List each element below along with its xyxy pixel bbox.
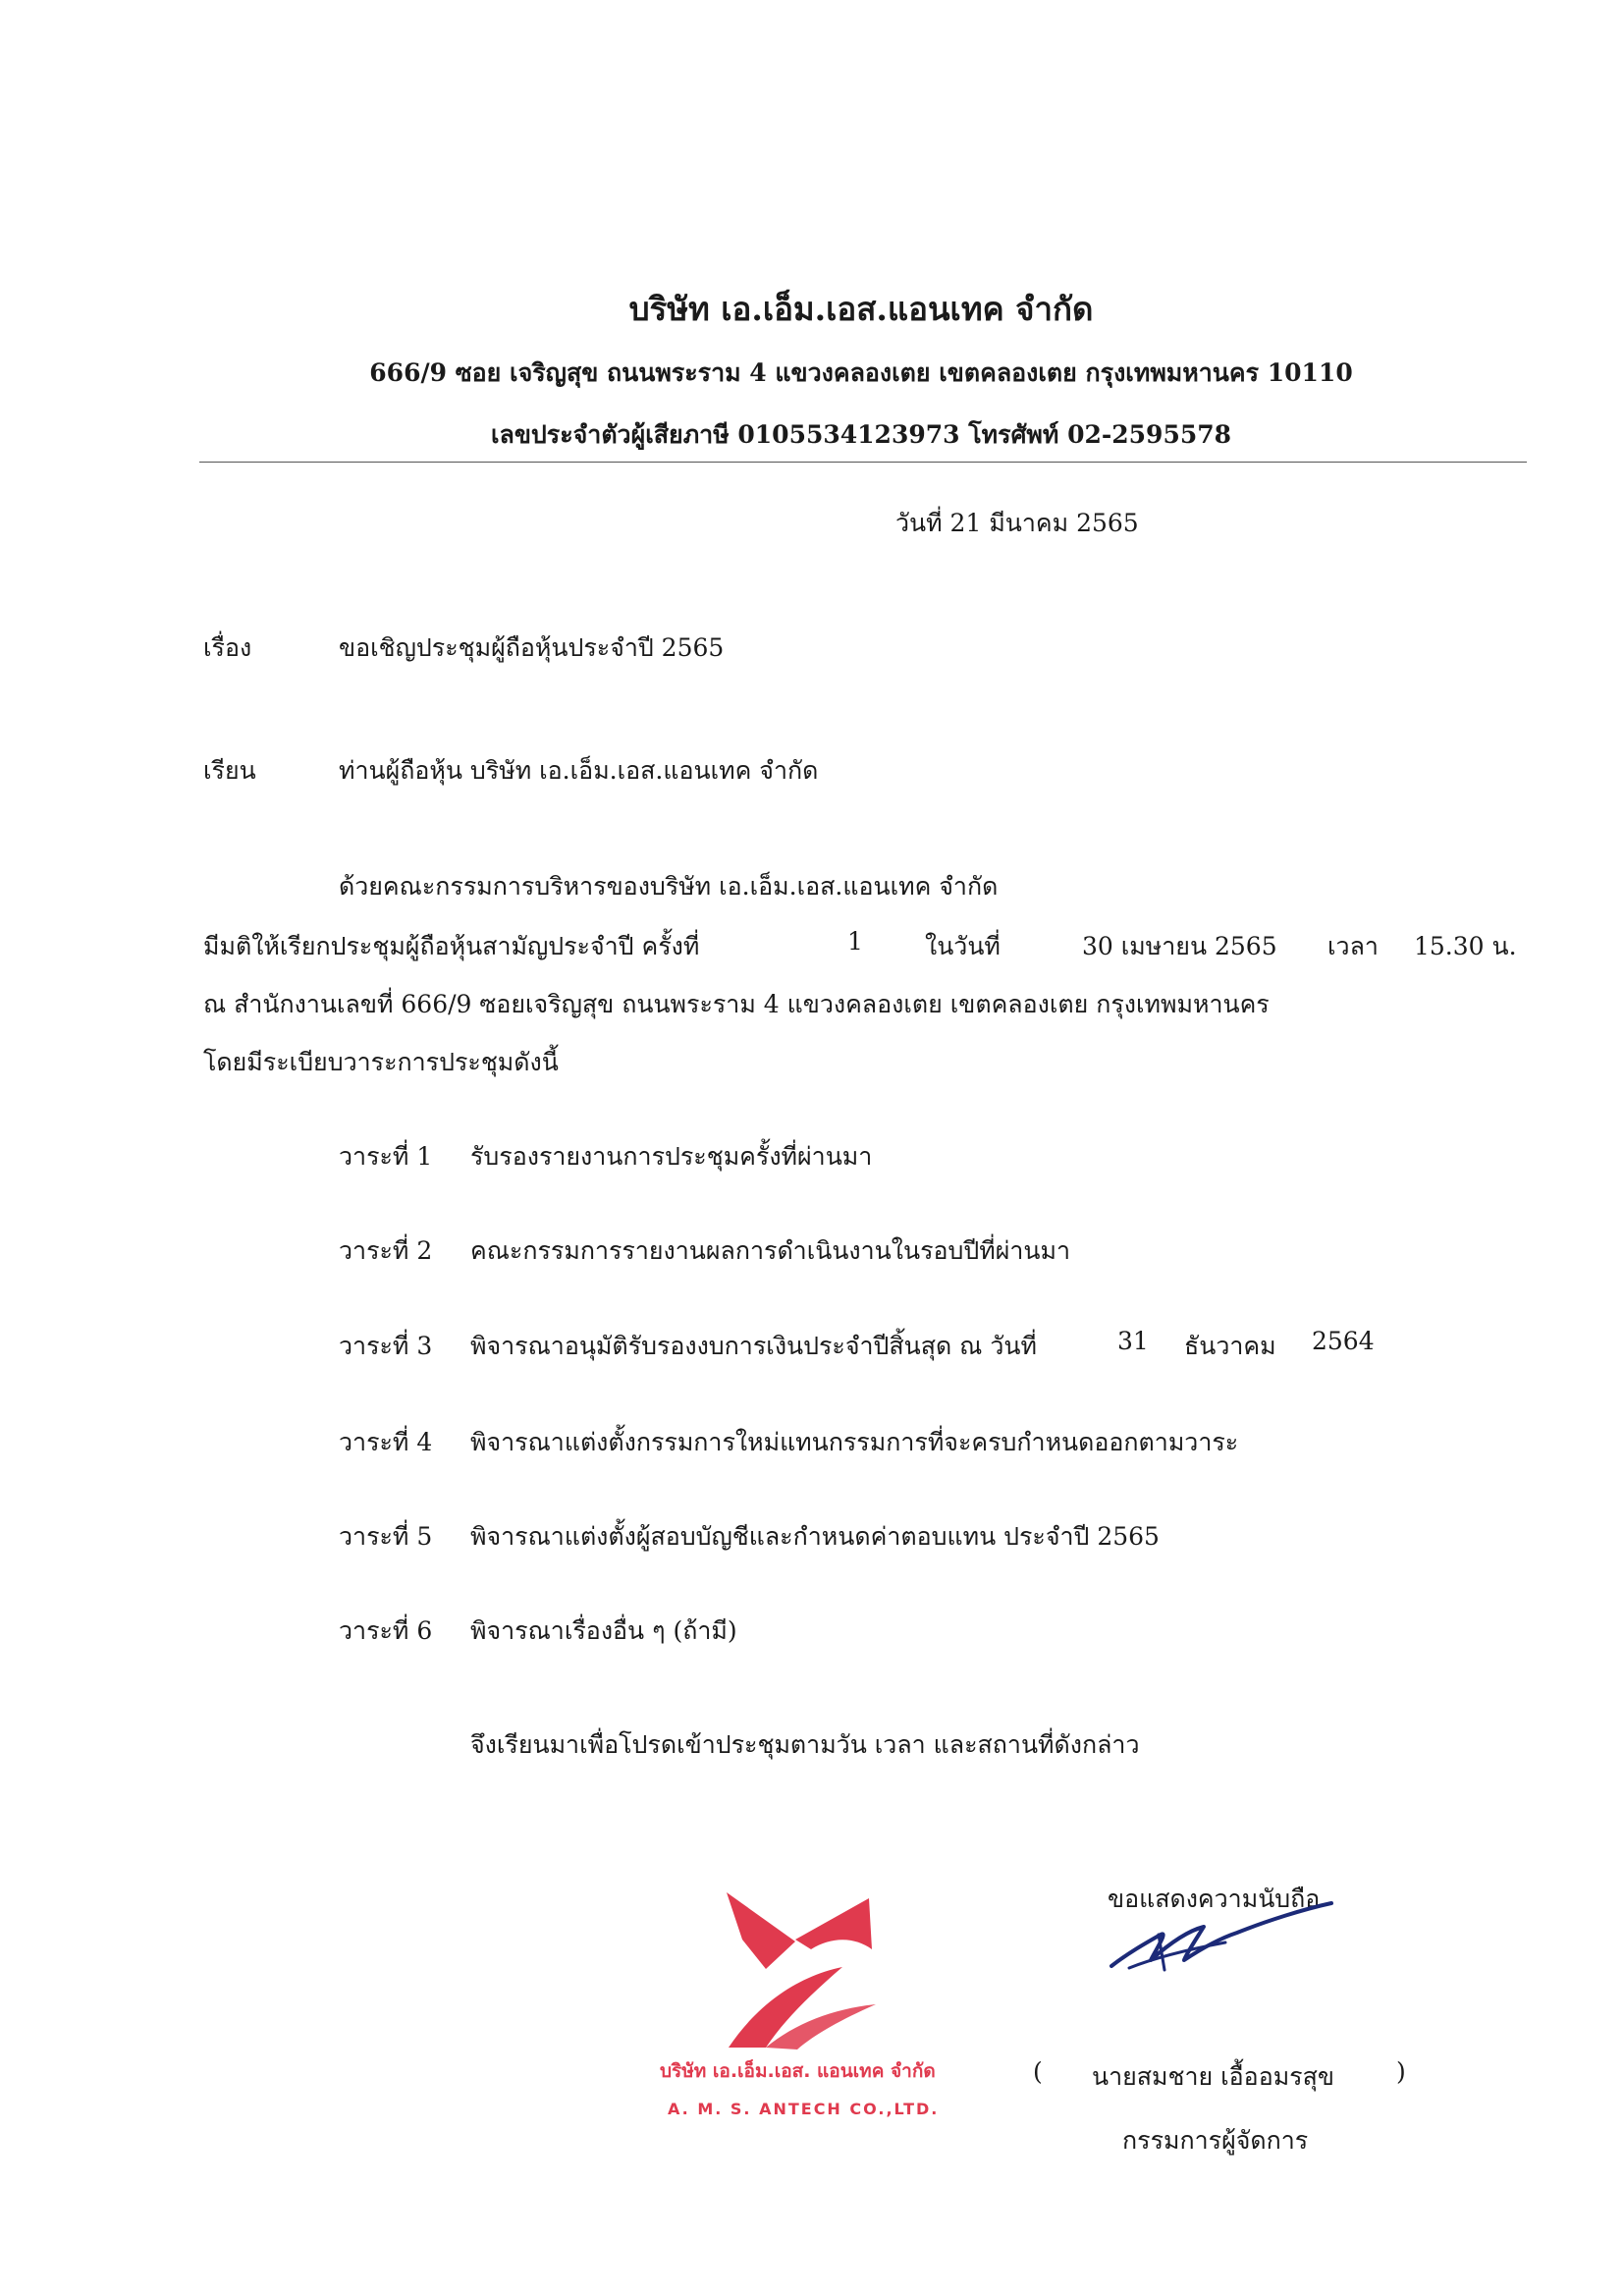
intro-line-1: ด้วยคณะกรรมการบริหารของบริษัท เอ.เอ็ม.เอส.แอนเทค จำกัด [339,872,999,901]
intro-line-3: ณ สำนักงานเลขที่ 666/9 ซอยเจริญสุข ถนนพระราม 4 แขวงคลองเตย เขตคลองเตย กรุงเทพมหานคร [203,990,1270,1018]
company-logo-icon [648,1881,923,2057]
regards-text: ขอแสดงความนับถือ [1108,1885,1321,1913]
agenda-3-year: 2564 [1312,1327,1375,1355]
agenda-3-day: 31 [1117,1327,1149,1355]
signatory-title: กรรมการผู้จัดการ [1122,2126,1309,2155]
letter-date: วันที่ 21 มีนาคม 2565 [895,509,1139,537]
intro-line-2-c: ในวันที่ [925,932,1001,960]
recipient-label: เรียน [203,756,256,785]
closing-sentence: จึงเรียนมาเพื่อโปรดเข้าประชุมตามวัน เวลา และสถานที่ดังกล่าว [470,1730,1140,1759]
company-name: บริษัท เอ.เอ็ม.เอส.แอนเทค จำกัด [628,290,1094,328]
agenda-label-1: วาระที่ 1 [339,1142,433,1171]
agenda-text-5: พิจารณาแต่งตั้งผู้สอบบัญชีและกำหนดค่าตอบแทน ประจำปี 2565 [470,1522,1160,1551]
meeting-time: 15.30 น. [1414,932,1517,960]
intro-line-4: โดยมีระเบียบวาระการประชุมดังนี้ [203,1048,559,1076]
company-address: 666/9 ซอย เจริญสุข ถนนพระราม 4 แขวงคลองเตย เขตคลองเตย กรุงเทพมหานคร 10110 [369,358,1353,387]
stamp-english-name: A. M. S. ANTECH CO.,LTD. [668,2100,940,2118]
intro-line-2-e: เวลา [1327,932,1379,960]
agenda-text-3: พิจารณาอนุมัติรับรองงบการเงินประจำปีสิ้นสุด ณ วันที่ [470,1332,1037,1360]
agenda-text-1: รับรองรายงานการประชุมครั้งที่ผ่านมา [470,1142,873,1171]
subject-label: เรื่อง [203,633,252,662]
agenda-label-6: วาระที่ 6 [339,1616,433,1645]
agenda-label-2: วาระที่ 2 [339,1236,433,1265]
signatory-paren-open: ( [1033,2057,1043,2086]
letterhead-divider [199,462,1527,463]
agenda-text-4: พิจารณาแต่งตั้งกรรมการใหม่แทนกรรมการที่จะครบกำหนดออกตามวาระ [470,1428,1239,1456]
meeting-date: 30 เมษายน 2565 [1082,932,1277,960]
agenda-3-month: ธันวาคม [1184,1332,1276,1360]
company-tax-phone: เลขประจำตัวผู้เสียภาษี 0105534123973 โทรศัพท์ 02-2595578 [490,420,1232,449]
signature-icon [1100,1866,1355,1994]
recipient-text: ท่านผู้ถือหุ้น บริษัท เอ.เอ็ม.เอส.แอนเทค จำกัด [339,756,819,785]
agenda-label-4: วาระที่ 4 [339,1428,433,1456]
signatory-name: นายสมชาย เอื้ออมรสุข [1092,2062,1334,2091]
agenda-label-5: วาระที่ 5 [339,1522,433,1551]
agenda-text-2: คณะกรรมการรายงานผลการดำเนินงานในรอบปีที่ผ่านมา [470,1236,1071,1265]
stamp-thai-name: บริษัท เอ.เอ็ม.เอส. แอนเทค จำกัด [660,2060,936,2082]
meeting-number: 1 [847,927,863,956]
agenda-text-6: พิจารณาเรื่องอื่น ๆ (ถ้ามี) [470,1616,737,1645]
intro-line-2-a: มีมติให้เรียกประชุมผู้ถือหุ้นสามัญประจำปี ครั้งที่ [203,932,700,960]
agenda-label-3: วาระที่ 3 [339,1332,433,1360]
signatory-paren-close: ) [1396,2057,1406,2086]
subject-text: ขอเชิญประชุมผู้ถือหุ้นประจำปี 2565 [339,633,725,662]
